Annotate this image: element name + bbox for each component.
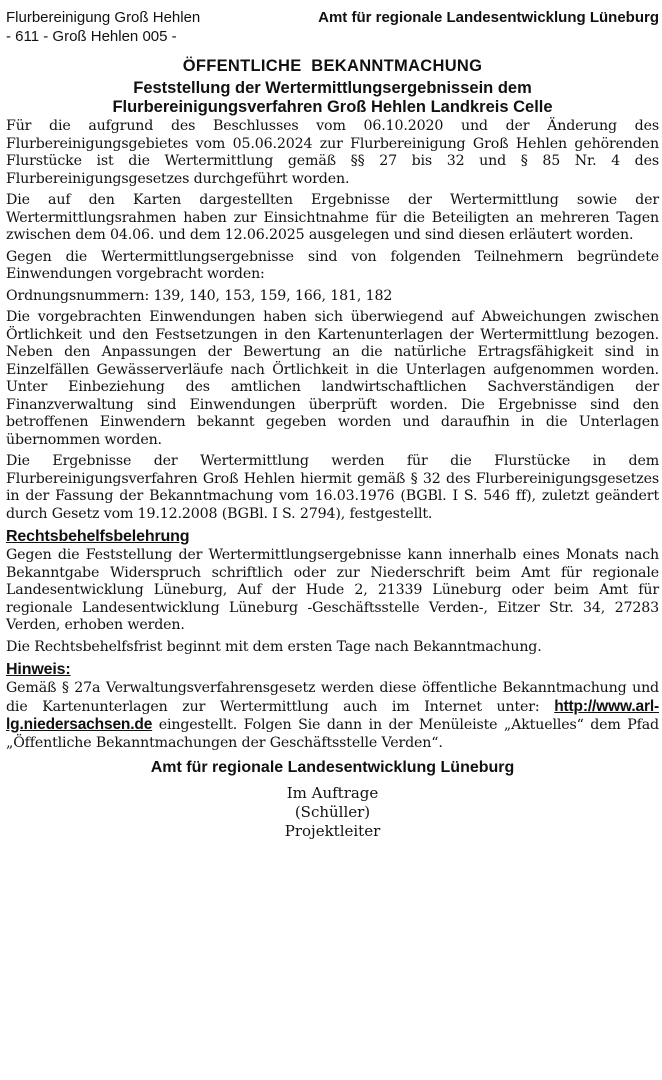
announcement-body — [6, 118, 659, 752]
announcement-subtitle — [6, 79, 659, 117]
signature-role: Projektleiter — [284, 822, 381, 840]
paragraph-decision: Für die aufgrund des Beschlusses vom 06.10.2020 und der Änderung des Flurbereinigungsgebietes vom 05.06.2024 zur Flurbereinigung Groß Hehlen gehörenden Flurstücke ist die Wertermittlung gemäß §§ 27 bis 32 und § 85 Nr. 4 des Flurbereinigungsgesetzes durchgeführt worden. — [6, 118, 659, 187]
paragraph-order-numbers: Ordnungsnummern: 139, 140, 153, 159, 166, 181, 182 — [6, 287, 393, 304]
subtitle-line-2: Flurbereinigungsverfahren Groß Hehlen Landkreis Celle — [112, 98, 553, 116]
procedure-reference — [6, 8, 200, 46]
paragraph-deadline: Die Rechtsbehelfsfrist beginnt mit dem ersten Tage nach Bekanntmachung. — [6, 638, 542, 655]
paragraph-legal-remedy: Gegen die Feststellung der Wertermittlungsergebnisse kann innerhalb eines Monats nach Bekanntgabe Widerspruch schriftlich oder zur Niederschrift beim Amt für regionale Landesentwicklung Lüneburg, Auf der Hude 2, 21339 Lüneburg oder beim Amt für regionale Landesentwicklung Lüneburg -Geschäftsstelle Verden-, Eitzer Str. 34, 27283 Verden, erhoben werden. — [6, 547, 659, 633]
authority-name: Amt für regionale Landesentwicklung Lüneburg — [318, 9, 659, 26]
legal-remedy-heading: Rechtsbehelfsbelehrung — [6, 528, 190, 545]
paragraph-objections: Gegen die Wertermittlungsergebnisse sind von folgenden Teilnehmern begründete Einwendungen vorgebracht worden: — [6, 248, 659, 282]
document-header — [6, 8, 659, 46]
subtitle-line-1: Feststellung der Wertermittlungsergebnissein dem — [133, 79, 532, 97]
signature-name: (Schüller) — [294, 803, 371, 821]
paragraph-notice — [6, 680, 659, 752]
signature-authority: Amt für regionale Landesentwicklung Lüneburg — [150, 759, 515, 776]
procedure-name: Flurbereinigung Groß Hehlen — [6, 9, 201, 26]
paragraph-display: Die auf den Karten dargestellten Ergebnisse der Wertermittlung sowie der Wertermittlungsrahmen haben zur Einsichtnahme für die Beteiligten an mehreren Tagen zwischen dem 04.06. und dem 12.06.2025 ausgelegen und sind diesen erläutert worden. — [6, 192, 659, 243]
procedure-number: - 611 - Groß Hehlen 005 - — [6, 28, 177, 45]
notice-text-before: Gemäß § 27a Verwaltungsverfahrensgesetz werden diese öffentliche Bekanntmachung und die Kartenunterlagen zur Wertermittlung auch im Internet unter: — [6, 680, 659, 715]
notice-heading: Hinweis: — [6, 661, 71, 678]
signature-on-behalf: Im Auftrage — [286, 784, 379, 802]
paragraph-determination: Die Ergebnisse der Wertermittlung werden für die Flurstücke in dem Flurbereinigungsverfahren Groß Hehlen hiermit gemäß § 32 des Flurbereinigungsgesetzes in der Fassung der Bekanntmachung vom 16.03.1976 (BGBl. I S. 546 ff), zuletzt geändert durch Gesetz vom 19.12.2008 (BGBl. I S. 2794), festgestellt. — [6, 453, 659, 522]
notice-text-after: eingestellt. Folgen Sie dann in der Menüleiste „Aktuelles“ dem Pfad „Öffentliche Bekanntmachungen der Geschäftsstelle Verden“. — [6, 717, 659, 751]
signature-block — [6, 784, 659, 841]
paragraph-objection-details: Die vorgebrachten Einwendungen haben sich überwiegend auf Abweichungen zwischen Örtlichkeit und den Festsetzungen in den Kartenunterlagen der Wertermittlung bezogen. Neben den Anpassungen der Bewertung an die natürliche Ertragsfähigkeit sind in Einzelfällen Gewässerverläufe nach Örtlichkeit in die Unterlagen aufgenommen worden. Unter Einbeziehung des amtlichen landwirtschaftlichen Sachverständigen der Finanzverwaltung sind Einwendungen überprüft worden. Die Ergebnisse sind den betroffenen Einwendern bekannt gegeben worden und daraufhin in die Unterlagen übernommen worden. — [6, 309, 659, 448]
announcement-title: ÖFFENTLICHE BEKANNTMACHUNG — [182, 57, 483, 75]
website-link[interactable]: http://www.arl-lg.niedersachsen.de — [6, 697, 659, 733]
